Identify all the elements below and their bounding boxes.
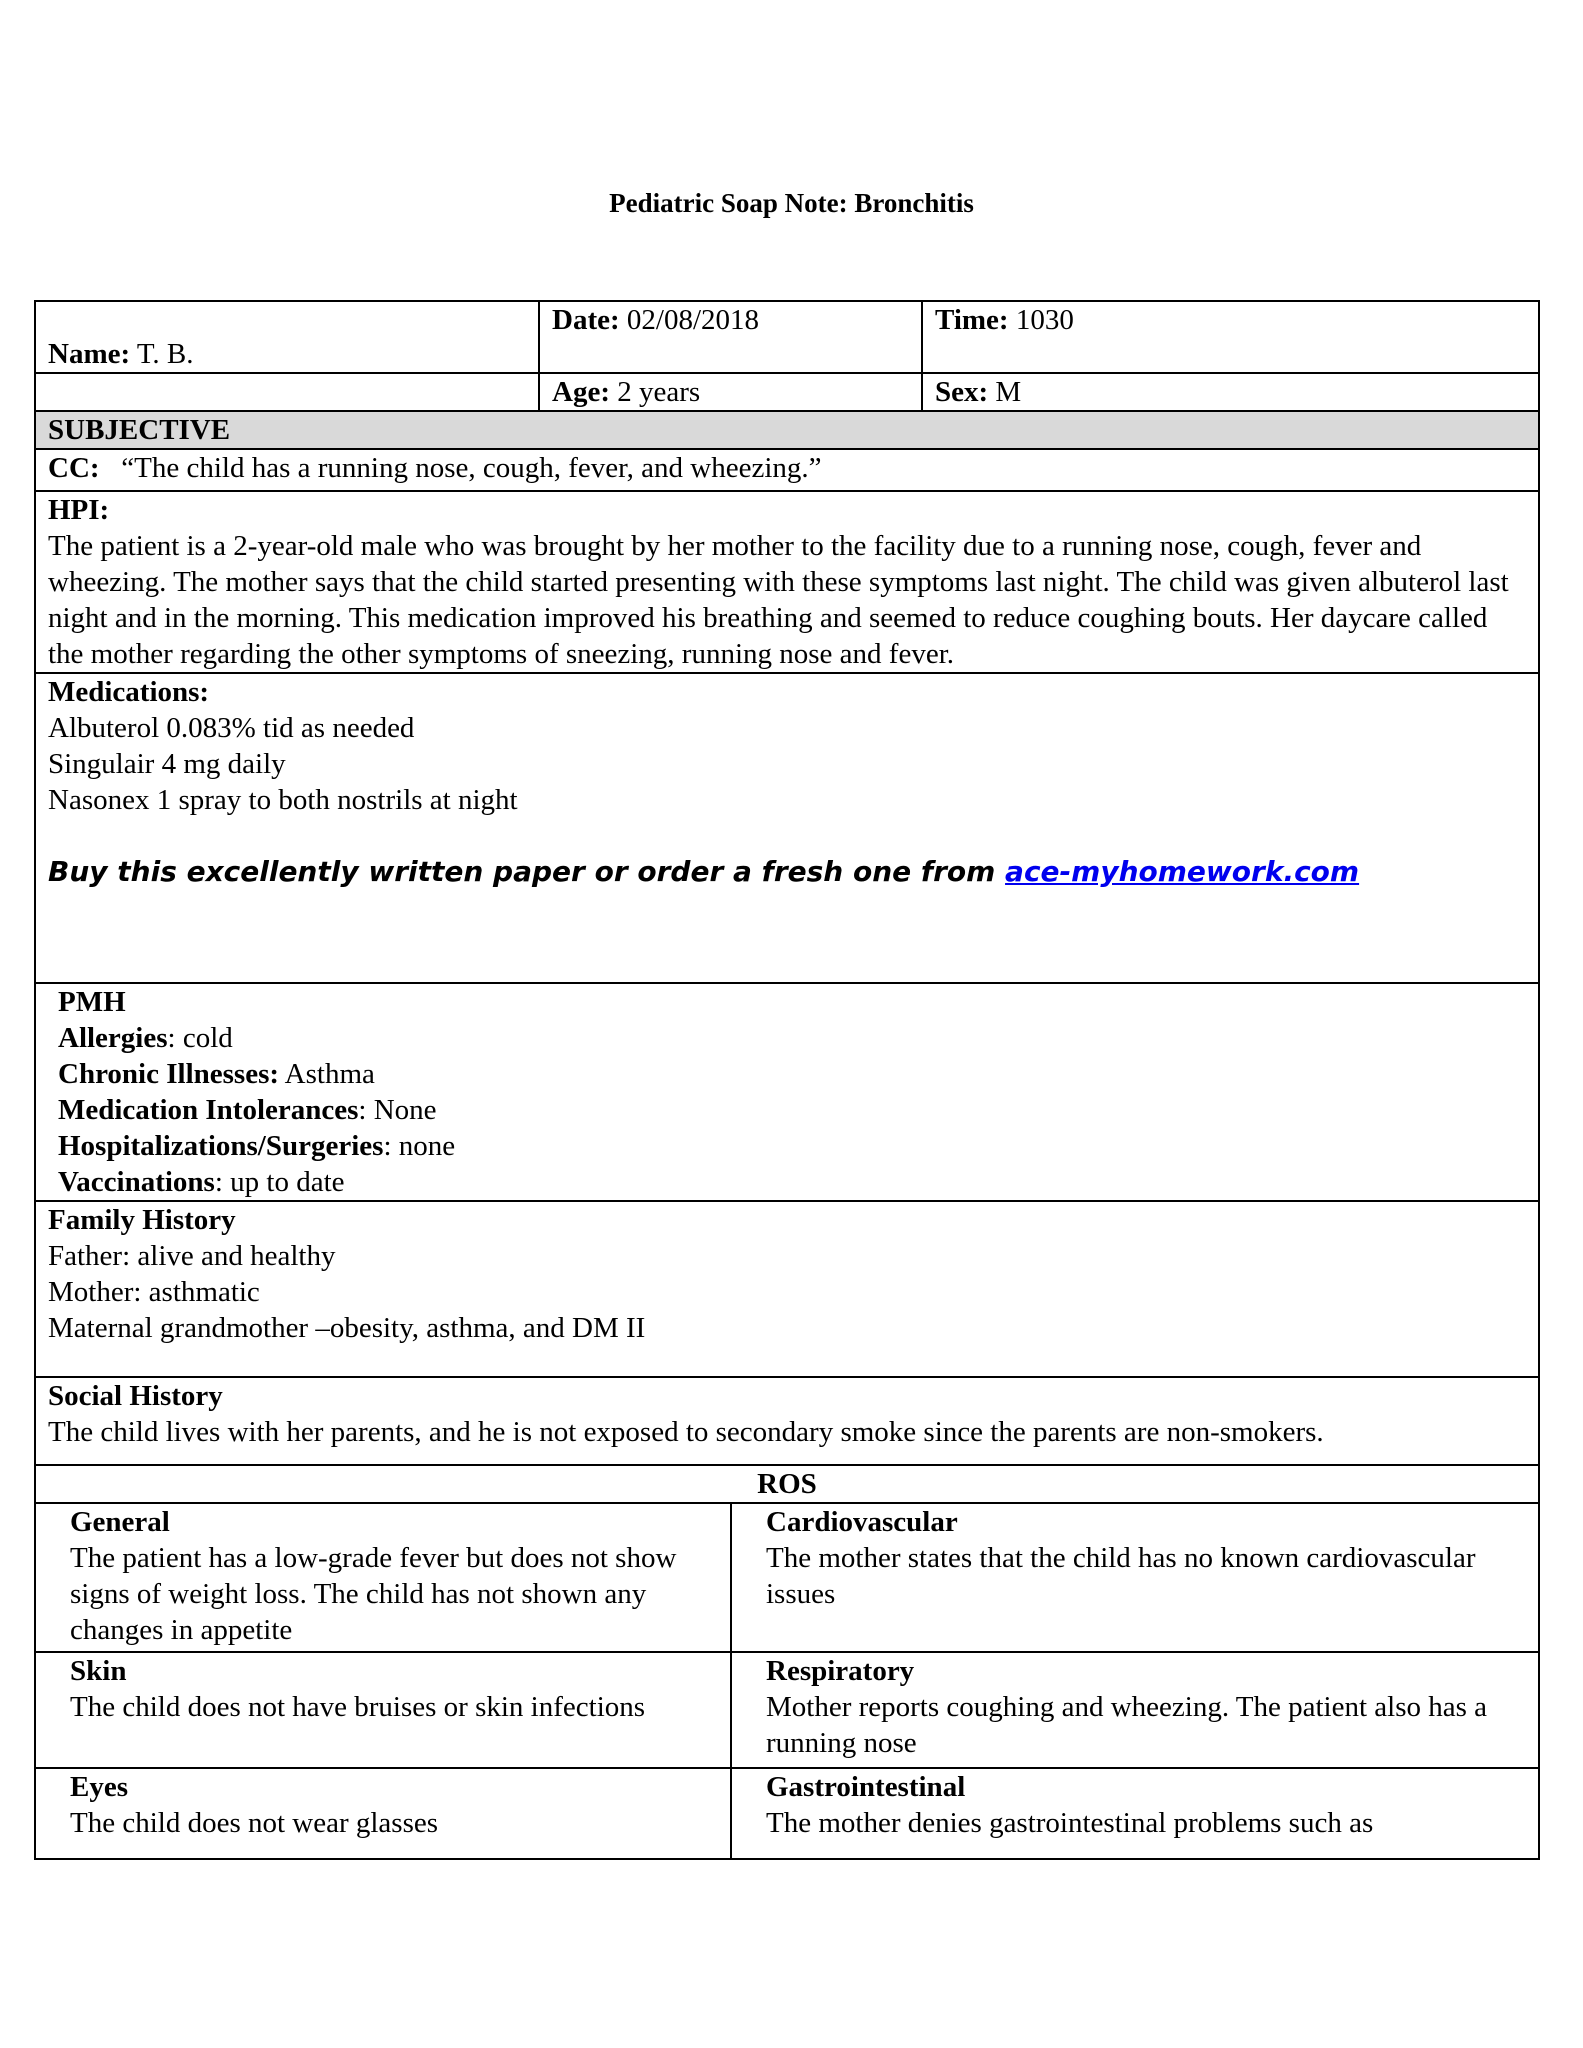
family-history-item: Maternal grandmother –obesity, asthma, and DM II <box>48 1312 646 1344</box>
family-history-item: Father: alive and healthy <box>48 1240 336 1272</box>
ros-eyes-text: The child does not wear glasses <box>70 1807 439 1839</box>
hospitalizations-label: Hospitalizations/Surgeries <box>58 1130 384 1162</box>
vaccinations-line <box>58 1164 1526 1200</box>
sex-cell <box>922 373 1539 411</box>
empty-cell <box>35 373 539 411</box>
pmh-cell <box>35 983 1539 1201</box>
promo-text: Buy this excellently written paper or order a fresh one from <box>48 855 1006 888</box>
ros-gastrointestinal <box>731 1768 1538 1858</box>
document-title: Pediatric Soap Note: Bronchitis <box>609 188 974 218</box>
medications-label: Medications: <box>48 676 210 708</box>
ros-respiratory-label: Respiratory <box>766 1655 915 1687</box>
medication-item: Nasonex 1 spray to both nostrils at night <box>48 784 518 816</box>
name-value: T. B. <box>136 338 194 370</box>
age-value: 2 years <box>617 376 701 408</box>
time-cell <box>922 301 1539 373</box>
ros-respiratory-text: Mother reports coughing and wheezing. The patient also has a running nose <box>766 1691 1488 1759</box>
medication-item: Singulair 4 mg daily <box>48 748 286 780</box>
hospitalizations-value: : none <box>383 1130 456 1162</box>
allergies-label: Allergies <box>58 1022 168 1054</box>
age-label: Age: <box>552 376 610 408</box>
promo-banner <box>48 854 1526 890</box>
intolerances-line <box>58 1092 1526 1128</box>
intolerances-label: Medication Intolerances <box>58 1094 359 1126</box>
cc-text: “The child has a running nose, cough, fever, and wheezing.” <box>121 452 822 484</box>
chronic-value: Asthma <box>279 1058 375 1090</box>
vaccinations-label: Vaccinations <box>58 1166 215 1198</box>
promo-link[interactable]: ace-myhomework.com <box>1005 855 1360 888</box>
hpi-text: The patient is a 2-year-old male who was brought by her mother to the facility due to a running nose, cough, fever and wheezing. The mother says that the child started presenting with these symptoms last night. The child was given albuterol last night and in the morning. This medication improved his breathing and seemed to reduce coughing bouts. Her daycare called the mother regarding the other symptoms of sneezing, running nose and fever. <box>48 530 1509 670</box>
ros-eyes <box>36 1768 731 1858</box>
hpi-cell <box>35 491 1539 673</box>
ros-skin <box>36 1652 731 1768</box>
date-cell <box>539 301 922 373</box>
vaccinations-value: : up to date <box>214 1166 345 1198</box>
ros-respiratory <box>731 1652 1538 1768</box>
ros-eyes-label: Eyes <box>70 1771 128 1803</box>
social-history-text: The child lives with her parents, and he is not exposed to secondary smoke since the parents are non-smokers. <box>48 1416 1324 1448</box>
ros-cardiovascular-text: The mother states that the child has no known cardiovascular issues <box>766 1542 1476 1610</box>
ros-general <box>36 1504 731 1652</box>
ros-grid-cell <box>35 1503 1539 1859</box>
pmh-heading: PMH <box>58 986 126 1018</box>
ros-general-text: The patient has a low-grade fever but does not show signs of weight loss. The child has not shown any changes in appetite <box>70 1542 677 1646</box>
family-history-heading: Family History <box>48 1204 236 1236</box>
sex-value: M <box>995 376 1022 408</box>
ros-heading: ROS <box>35 1465 1539 1503</box>
ros-skin-text: The child does not have bruises or skin infections <box>70 1691 646 1723</box>
age-cell <box>539 373 922 411</box>
cc-label: CC: <box>48 452 100 484</box>
family-history-item: Mother: asthmatic <box>48 1276 260 1308</box>
chief-complaint-cell <box>35 449 1539 491</box>
family-history-cell <box>35 1201 1539 1377</box>
hospitalizations-line <box>58 1128 1526 1164</box>
date-label: Date: <box>552 304 620 336</box>
medication-item: Albuterol 0.083% tid as needed <box>48 712 415 744</box>
hpi-label: HPI: <box>48 494 110 526</box>
soap-note-table <box>34 300 1540 1860</box>
time-label: Time: <box>935 304 1009 336</box>
ros-gastrointestinal-text: The mother denies gastrointestinal problems such as <box>766 1807 1374 1839</box>
ros-grid <box>36 1504 1538 1858</box>
chronic-line <box>58 1056 1526 1092</box>
ros-general-label: General <box>70 1506 170 1538</box>
time-value: 1030 <box>1015 304 1074 336</box>
ros-gastrointestinal-label: Gastrointestinal <box>766 1771 966 1803</box>
social-history-heading: Social History <box>48 1380 223 1412</box>
date-value: 02/08/2018 <box>626 304 760 336</box>
intolerances-value: : None <box>358 1094 437 1126</box>
ros-skin-label: Skin <box>70 1655 127 1687</box>
medications-cell <box>35 673 1539 983</box>
ros-cardiovascular <box>731 1504 1538 1652</box>
ros-cardiovascular-label: Cardiovascular <box>766 1506 958 1538</box>
sex-label: Sex: <box>935 376 989 408</box>
social-history-cell <box>35 1377 1539 1465</box>
allergies-line <box>58 1020 1526 1056</box>
name-cell <box>35 301 539 373</box>
name-label: Name: <box>48 338 131 370</box>
chronic-label: Chronic Illnesses: <box>58 1058 280 1090</box>
allergies-value: : cold <box>167 1022 233 1054</box>
subjective-heading: SUBJECTIVE <box>35 411 1539 449</box>
